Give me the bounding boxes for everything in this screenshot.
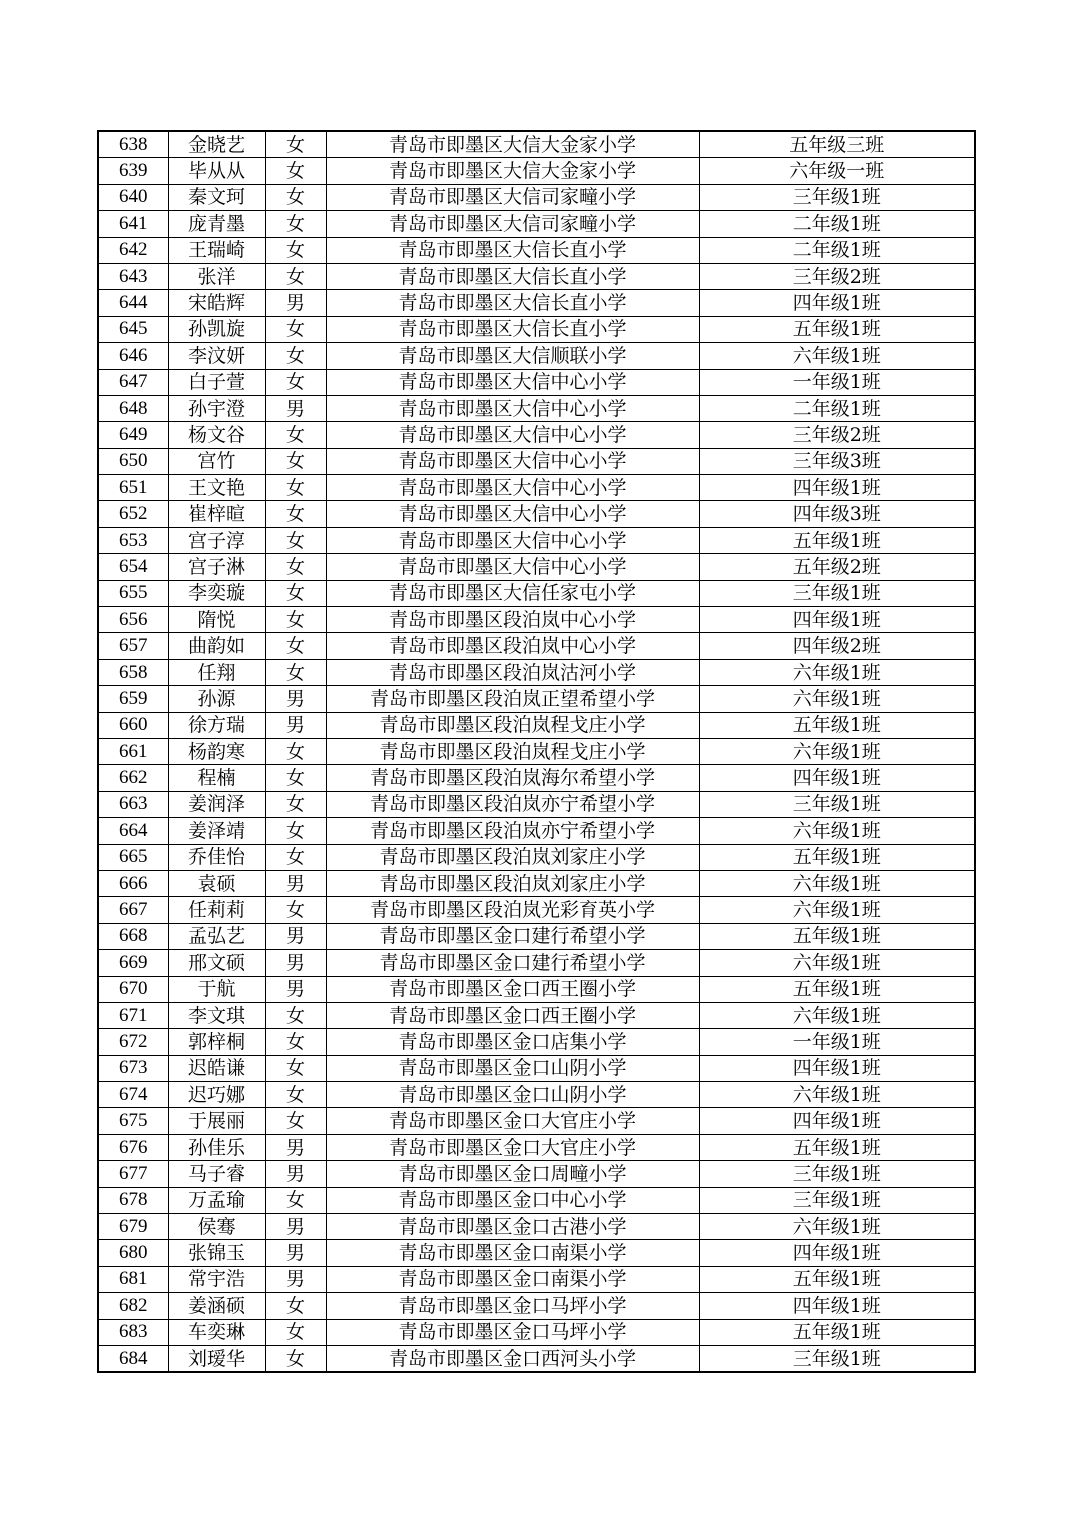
cell-number: 676	[98, 1134, 168, 1160]
cell-class: 五年级1班	[699, 1134, 975, 1160]
roster-body	[98, 131, 975, 1372]
cell-number: 683	[98, 1319, 168, 1345]
cell-gender: 男	[265, 395, 326, 421]
cell-gender: 女	[265, 765, 326, 791]
table-row	[98, 1345, 975, 1372]
cell-gender: 男	[265, 1214, 326, 1240]
cell-number: 672	[98, 1029, 168, 1055]
cell-school: 青岛市即墨区大信中心小学	[326, 395, 699, 421]
cell-school: 青岛市即墨区段泊岚程戈庄小学	[326, 738, 699, 764]
cell-school: 青岛市即墨区金口南渠小学	[326, 1240, 699, 1266]
cell-school: 青岛市即墨区大信顺联小学	[326, 343, 699, 369]
cell-name: 姜润泽	[168, 791, 265, 817]
cell-name: 任翔	[168, 659, 265, 685]
table-row	[98, 211, 975, 237]
table-row	[98, 501, 975, 527]
cell-name: 袁硕	[168, 870, 265, 896]
cell-class: 四年级1班	[699, 290, 975, 316]
cell-class: 六年级1班	[699, 659, 975, 685]
cell-gender: 男	[265, 290, 326, 316]
cell-gender: 女	[265, 738, 326, 764]
cell-class: 六年级1班	[699, 818, 975, 844]
cell-gender: 女	[265, 184, 326, 210]
cell-number: 674	[98, 1082, 168, 1108]
cell-name: 于航	[168, 976, 265, 1002]
cell-school: 青岛市即墨区大信长直小学	[326, 237, 699, 263]
cell-name: 孙源	[168, 686, 265, 712]
cell-number: 652	[98, 501, 168, 527]
cell-school: 青岛市即墨区大信中心小学	[326, 448, 699, 474]
cell-class: 四年级3班	[699, 501, 975, 527]
table-row	[98, 475, 975, 501]
cell-school: 青岛市即墨区段泊岚海尔希望小学	[326, 765, 699, 791]
cell-class: 五年级1班	[699, 923, 975, 949]
table-row	[98, 712, 975, 738]
cell-class: 一年级1班	[699, 369, 975, 395]
cell-class: 三年级1班	[699, 184, 975, 210]
cell-school: 青岛市即墨区段泊岚沽河小学	[326, 659, 699, 685]
cell-name: 万孟瑜	[168, 1187, 265, 1213]
cell-class: 一年级1班	[699, 1029, 975, 1055]
cell-number: 666	[98, 870, 168, 896]
cell-number: 679	[98, 1214, 168, 1240]
cell-number: 663	[98, 791, 168, 817]
cell-name: 隋悦	[168, 607, 265, 633]
cell-number: 678	[98, 1187, 168, 1213]
cell-name: 曲韵如	[168, 633, 265, 659]
table-row	[98, 422, 975, 448]
cell-number: 673	[98, 1055, 168, 1081]
cell-name: 迟巧娜	[168, 1082, 265, 1108]
cell-school: 青岛市即墨区金口周疃小学	[326, 1161, 699, 1187]
cell-gender: 女	[265, 607, 326, 633]
cell-class: 三年级2班	[699, 263, 975, 289]
cell-gender: 男	[265, 950, 326, 976]
cell-gender: 女	[265, 448, 326, 474]
table-row	[98, 343, 975, 369]
cell-school: 青岛市即墨区大信长直小学	[326, 290, 699, 316]
table-row	[98, 1293, 975, 1319]
cell-name: 王文艳	[168, 475, 265, 501]
table-row	[98, 844, 975, 870]
table-row	[98, 448, 975, 474]
cell-name: 宫竹	[168, 448, 265, 474]
cell-class: 五年级1班	[699, 527, 975, 553]
cell-name: 孙凯旋	[168, 316, 265, 342]
cell-school: 青岛市即墨区段泊岚光彩育英小学	[326, 897, 699, 923]
cell-number: 651	[98, 475, 168, 501]
cell-school: 青岛市即墨区大信中心小学	[326, 422, 699, 448]
cell-gender: 女	[265, 659, 326, 685]
cell-name: 宫子淋	[168, 554, 265, 580]
cell-school: 青岛市即墨区段泊岚程戈庄小学	[326, 712, 699, 738]
cell-class: 五年级三班	[699, 131, 975, 158]
cell-school: 青岛市即墨区金口山阴小学	[326, 1082, 699, 1108]
cell-class: 六年级1班	[699, 343, 975, 369]
table-row	[98, 1214, 975, 1240]
cell-name: 车奕琳	[168, 1319, 265, 1345]
cell-gender: 男	[265, 1134, 326, 1160]
cell-number: 645	[98, 316, 168, 342]
cell-class: 三年级1班	[699, 580, 975, 606]
cell-gender: 男	[265, 712, 326, 738]
cell-number: 659	[98, 686, 168, 712]
table-row	[98, 1055, 975, 1081]
cell-school: 青岛市即墨区段泊岚中心小学	[326, 633, 699, 659]
table-row	[98, 554, 975, 580]
cell-class: 六年级1班	[699, 686, 975, 712]
cell-number: 660	[98, 712, 168, 738]
cell-school: 青岛市即墨区金口西王圈小学	[326, 1002, 699, 1028]
cell-class: 四年级1班	[699, 475, 975, 501]
cell-name: 马子睿	[168, 1161, 265, 1187]
cell-name: 杨韵寒	[168, 738, 265, 764]
cell-name: 于展丽	[168, 1108, 265, 1134]
table-row	[98, 1108, 975, 1134]
cell-school: 青岛市即墨区大信中心小学	[326, 501, 699, 527]
cell-name: 王瑞崎	[168, 237, 265, 263]
table-row	[98, 765, 975, 791]
cell-school: 青岛市即墨区段泊岚亦宁希望小学	[326, 818, 699, 844]
cell-gender: 男	[265, 923, 326, 949]
cell-number: 665	[98, 844, 168, 870]
cell-number: 655	[98, 580, 168, 606]
cell-school: 青岛市即墨区金口大官庄小学	[326, 1108, 699, 1134]
cell-class: 四年级1班	[699, 1108, 975, 1134]
cell-class: 四年级1班	[699, 1293, 975, 1319]
cell-name: 孙宇澄	[168, 395, 265, 421]
cell-gender: 女	[265, 475, 326, 501]
cell-number: 684	[98, 1345, 168, 1372]
cell-name: 庞青墨	[168, 211, 265, 237]
cell-name: 孙佳乐	[168, 1134, 265, 1160]
cell-class: 三年级1班	[699, 1187, 975, 1213]
cell-gender: 女	[265, 897, 326, 923]
table-row	[98, 818, 975, 844]
cell-gender: 男	[265, 1240, 326, 1266]
cell-class: 四年级1班	[699, 607, 975, 633]
cell-class: 六年级1班	[699, 950, 975, 976]
cell-class: 六年级1班	[699, 738, 975, 764]
cell-name: 姜泽靖	[168, 818, 265, 844]
table-row	[98, 369, 975, 395]
cell-class: 五年级2班	[699, 554, 975, 580]
table-row	[98, 1134, 975, 1160]
cell-gender: 女	[265, 422, 326, 448]
cell-number: 668	[98, 923, 168, 949]
cell-school: 青岛市即墨区大信长直小学	[326, 316, 699, 342]
cell-number: 670	[98, 976, 168, 1002]
table-row	[98, 131, 975, 158]
cell-gender: 男	[265, 1266, 326, 1292]
cell-gender: 女	[265, 316, 326, 342]
cell-number: 677	[98, 1161, 168, 1187]
cell-name: 姜涵硕	[168, 1293, 265, 1319]
cell-name: 徐方瑞	[168, 712, 265, 738]
table-row	[98, 580, 975, 606]
cell-school: 青岛市即墨区金口西河头小学	[326, 1345, 699, 1372]
cell-gender: 女	[265, 844, 326, 870]
table-row	[98, 237, 975, 263]
cell-class: 二年级1班	[699, 395, 975, 421]
cell-number: 654	[98, 554, 168, 580]
cell-name: 李文琪	[168, 1002, 265, 1028]
cell-school: 青岛市即墨区大信司家疃小学	[326, 211, 699, 237]
cell-class: 五年级1班	[699, 1319, 975, 1345]
cell-gender: 女	[265, 1319, 326, 1345]
table-row	[98, 976, 975, 1002]
cell-school: 青岛市即墨区段泊岚刘家庄小学	[326, 844, 699, 870]
cell-school: 青岛市即墨区金口山阴小学	[326, 1055, 699, 1081]
cell-class: 五年级1班	[699, 844, 975, 870]
cell-gender: 女	[265, 791, 326, 817]
cell-gender: 女	[265, 1002, 326, 1028]
cell-school: 青岛市即墨区大信中心小学	[326, 475, 699, 501]
cell-name: 崔梓暄	[168, 501, 265, 527]
cell-school: 青岛市即墨区大信大金家小学	[326, 158, 699, 184]
cell-class: 五年级1班	[699, 976, 975, 1002]
table-row	[98, 395, 975, 421]
cell-class: 四年级2班	[699, 633, 975, 659]
cell-class: 四年级1班	[699, 1240, 975, 1266]
table-row	[98, 607, 975, 633]
cell-gender: 女	[265, 131, 326, 158]
cell-gender: 男	[265, 1161, 326, 1187]
cell-name: 李汶妍	[168, 343, 265, 369]
cell-school: 青岛市即墨区金口建行希望小学	[326, 950, 699, 976]
cell-school: 青岛市即墨区段泊岚中心小学	[326, 607, 699, 633]
table-row	[98, 290, 975, 316]
table-row	[98, 1002, 975, 1028]
cell-name: 宋皓辉	[168, 290, 265, 316]
cell-gender: 女	[265, 501, 326, 527]
cell-number: 681	[98, 1266, 168, 1292]
cell-class: 六年级1班	[699, 870, 975, 896]
cell-class: 六年级1班	[699, 1214, 975, 1240]
cell-class: 三年级3班	[699, 448, 975, 474]
cell-class: 四年级1班	[699, 1055, 975, 1081]
cell-school: 青岛市即墨区金口中心小学	[326, 1187, 699, 1213]
cell-school: 青岛市即墨区大信任家屯小学	[326, 580, 699, 606]
cell-school: 青岛市即墨区段泊岚刘家庄小学	[326, 870, 699, 896]
cell-class: 五年级1班	[699, 1266, 975, 1292]
cell-school: 青岛市即墨区大信中心小学	[326, 527, 699, 553]
cell-name: 金晓艺	[168, 131, 265, 158]
cell-number: 653	[98, 527, 168, 553]
cell-school: 青岛市即墨区金口大官庄小学	[326, 1134, 699, 1160]
cell-number: 657	[98, 633, 168, 659]
cell-number: 662	[98, 765, 168, 791]
cell-class: 三年级1班	[699, 1161, 975, 1187]
cell-number: 671	[98, 1002, 168, 1028]
cell-number: 647	[98, 369, 168, 395]
cell-school: 青岛市即墨区金口古港小学	[326, 1214, 699, 1240]
cell-gender: 女	[265, 1082, 326, 1108]
cell-name: 侯骞	[168, 1214, 265, 1240]
cell-name: 毕从从	[168, 158, 265, 184]
cell-school: 青岛市即墨区金口店集小学	[326, 1029, 699, 1055]
table-row	[98, 659, 975, 685]
cell-class: 六年级一班	[699, 158, 975, 184]
cell-name: 李奕璇	[168, 580, 265, 606]
cell-number: 650	[98, 448, 168, 474]
cell-gender: 女	[265, 263, 326, 289]
cell-name: 郭梓桐	[168, 1029, 265, 1055]
cell-gender: 男	[265, 686, 326, 712]
cell-name: 刘瑷华	[168, 1345, 265, 1372]
table-row	[98, 184, 975, 210]
cell-class: 五年级1班	[699, 712, 975, 738]
cell-gender: 女	[265, 580, 326, 606]
cell-gender: 女	[265, 1108, 326, 1134]
cell-number: 638	[98, 131, 168, 158]
cell-gender: 女	[265, 1029, 326, 1055]
cell-gender: 女	[265, 633, 326, 659]
cell-number: 641	[98, 211, 168, 237]
cell-school: 青岛市即墨区金口南渠小学	[326, 1266, 699, 1292]
cell-number: 661	[98, 738, 168, 764]
table-row	[98, 1082, 975, 1108]
cell-name: 杨文谷	[168, 422, 265, 448]
cell-name: 孟弘艺	[168, 923, 265, 949]
cell-name: 张洋	[168, 263, 265, 289]
cell-class: 六年级1班	[699, 897, 975, 923]
cell-number: 664	[98, 818, 168, 844]
cell-school: 青岛市即墨区大信大金家小学	[326, 131, 699, 158]
cell-class: 三年级1班	[699, 1345, 975, 1372]
cell-gender: 女	[265, 554, 326, 580]
cell-number: 675	[98, 1108, 168, 1134]
cell-name: 常宇浩	[168, 1266, 265, 1292]
cell-class: 六年级1班	[699, 1002, 975, 1028]
cell-gender: 女	[265, 158, 326, 184]
cell-class: 二年级1班	[699, 211, 975, 237]
table-row	[98, 1240, 975, 1266]
cell-number: 648	[98, 395, 168, 421]
student-roster-table	[97, 130, 976, 1373]
cell-number: 642	[98, 237, 168, 263]
cell-number: 649	[98, 422, 168, 448]
cell-school: 青岛市即墨区金口马坪小学	[326, 1293, 699, 1319]
table-row	[98, 316, 975, 342]
cell-gender: 女	[265, 343, 326, 369]
cell-number: 669	[98, 950, 168, 976]
cell-school: 青岛市即墨区大信长直小学	[326, 263, 699, 289]
cell-school: 青岛市即墨区金口建行希望小学	[326, 923, 699, 949]
cell-number: 640	[98, 184, 168, 210]
table-row	[98, 950, 975, 976]
table-row	[98, 1161, 975, 1187]
cell-school: 青岛市即墨区大信中心小学	[326, 369, 699, 395]
cell-gender: 女	[265, 1345, 326, 1372]
cell-gender: 女	[265, 1187, 326, 1213]
table-row	[98, 1319, 975, 1345]
cell-school: 青岛市即墨区段泊岚亦宁希望小学	[326, 791, 699, 817]
cell-number: 680	[98, 1240, 168, 1266]
table-row	[98, 1029, 975, 1055]
cell-gender: 女	[265, 1293, 326, 1319]
cell-name: 宫子淳	[168, 527, 265, 553]
cell-number: 682	[98, 1293, 168, 1319]
cell-number: 658	[98, 659, 168, 685]
cell-gender: 女	[265, 369, 326, 395]
table-row	[98, 527, 975, 553]
table-row	[98, 738, 975, 764]
cell-gender: 男	[265, 870, 326, 896]
table-row	[98, 158, 975, 184]
table-row	[98, 686, 975, 712]
cell-number: 646	[98, 343, 168, 369]
cell-class: 五年级1班	[699, 316, 975, 342]
cell-name: 秦文珂	[168, 184, 265, 210]
cell-class: 四年级1班	[699, 765, 975, 791]
cell-gender: 女	[265, 211, 326, 237]
cell-gender: 女	[265, 527, 326, 553]
cell-gender: 女	[265, 237, 326, 263]
cell-number: 667	[98, 897, 168, 923]
table-row	[98, 633, 975, 659]
cell-number: 644	[98, 290, 168, 316]
cell-name: 张锦玉	[168, 1240, 265, 1266]
table-row	[98, 923, 975, 949]
cell-school: 青岛市即墨区金口马坪小学	[326, 1319, 699, 1345]
table-row	[98, 1266, 975, 1292]
cell-name: 乔佳怡	[168, 844, 265, 870]
cell-school: 青岛市即墨区段泊岚正望希望小学	[326, 686, 699, 712]
table-row	[98, 897, 975, 923]
cell-class: 六年级1班	[699, 1082, 975, 1108]
cell-number: 656	[98, 607, 168, 633]
cell-gender: 女	[265, 1055, 326, 1081]
cell-name: 任莉莉	[168, 897, 265, 923]
cell-number: 643	[98, 263, 168, 289]
cell-school: 青岛市即墨区金口西王圈小学	[326, 976, 699, 1002]
table-row	[98, 1187, 975, 1213]
cell-name: 白子萱	[168, 369, 265, 395]
table-row	[98, 791, 975, 817]
cell-class: 三年级2班	[699, 422, 975, 448]
cell-class: 二年级1班	[699, 237, 975, 263]
cell-number: 639	[98, 158, 168, 184]
cell-gender: 男	[265, 976, 326, 1002]
table-row	[98, 870, 975, 896]
table-row	[98, 263, 975, 289]
cell-name: 邢文硕	[168, 950, 265, 976]
cell-school: 青岛市即墨区大信中心小学	[326, 554, 699, 580]
cell-gender: 女	[265, 818, 326, 844]
cell-class: 三年级1班	[699, 791, 975, 817]
cell-school: 青岛市即墨区大信司家疃小学	[326, 184, 699, 210]
cell-name: 程楠	[168, 765, 265, 791]
cell-name: 迟皓谦	[168, 1055, 265, 1081]
